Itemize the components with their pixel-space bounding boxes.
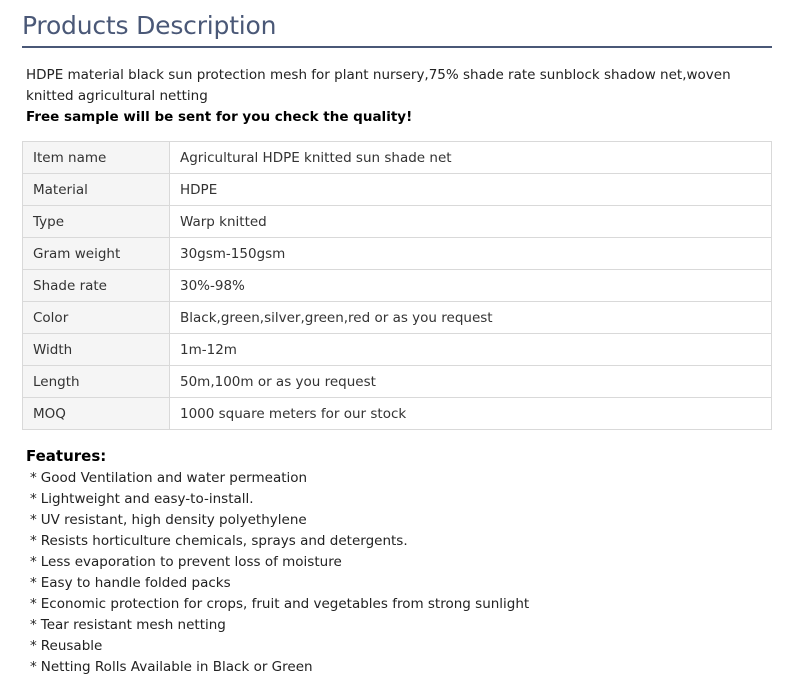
feature-text: Reusable	[40, 638, 103, 654]
table-row	[23, 142, 772, 174]
bullet-marker: *	[30, 638, 37, 654]
spec-label: Color	[23, 302, 170, 334]
feature-text: UV resistant, high density polyethylene	[40, 512, 307, 528]
spec-value: Warp knitted	[170, 206, 772, 238]
spec-label: Shade rate	[23, 270, 170, 302]
spec-label: Gram weight	[23, 238, 170, 270]
bullet-marker: *	[30, 470, 37, 486]
list-item	[30, 573, 529, 594]
feature-text: Less evaporation to prevent loss of moisture	[40, 554, 342, 570]
bullet-marker: *	[30, 596, 37, 612]
spec-value: HDPE	[170, 174, 772, 206]
spec-label: Item name	[23, 142, 170, 174]
list-item	[30, 657, 529, 678]
list-item	[30, 468, 529, 489]
table-row	[23, 302, 772, 334]
list-item	[30, 636, 529, 657]
table-row	[23, 270, 772, 302]
feature-text: Good Ventilation and water permeation	[40, 470, 308, 486]
bullet-marker: *	[30, 659, 37, 675]
spec-label: Length	[23, 366, 170, 398]
table-row	[23, 206, 772, 238]
spec-value: 1000 square meters for our stock	[170, 398, 772, 430]
feature-text: Lightweight and easy-to-install.	[40, 491, 254, 507]
bullet-marker: *	[30, 575, 37, 591]
feature-text: Easy to handle folded packs	[40, 575, 231, 591]
feature-text: Economic protection for crops, fruit and vegetables from strong sunlight	[40, 596, 530, 612]
page-title: Products Description	[22, 11, 277, 40]
spec-label: Width	[23, 334, 170, 366]
table-row	[23, 366, 772, 398]
spec-value: 1m-12m	[170, 334, 772, 366]
product-description: HDPE material black sun protection mesh for plant nursery,75% shade rate sunblock shadow net,woven knitted agricultural netting	[26, 67, 731, 104]
table-row	[23, 398, 772, 430]
feature-text: Resists horticulture chemicals, sprays and detergents.	[40, 533, 408, 549]
list-item	[30, 531, 529, 552]
product-intro	[26, 65, 776, 128]
spec-value: 30%-98%	[170, 270, 772, 302]
table-row	[23, 238, 772, 270]
bullet-marker: *	[30, 554, 37, 570]
spec-label: MOQ	[23, 398, 170, 430]
spec-label: Material	[23, 174, 170, 206]
features-list	[30, 468, 529, 678]
features-heading: Features:	[26, 447, 107, 465]
bullet-marker: *	[30, 533, 37, 549]
list-item	[30, 489, 529, 510]
spec-value: 50m,100m or as you request	[170, 366, 772, 398]
spec-value: Agricultural HDPE knitted sun shade net	[170, 142, 772, 174]
list-item	[30, 615, 529, 636]
bullet-marker: *	[30, 512, 37, 528]
list-item	[30, 594, 529, 615]
spec-value: 30gsm-150gsm	[170, 238, 772, 270]
table-row	[23, 334, 772, 366]
feature-text: Netting Rolls Available in Black or Green	[40, 659, 313, 675]
bullet-marker: *	[30, 617, 37, 633]
spec-table	[22, 141, 772, 430]
list-item	[30, 510, 529, 531]
table-row	[23, 174, 772, 206]
free-sample-note: Free sample will be sent for you check the quality!	[26, 109, 413, 125]
list-item	[30, 552, 529, 573]
bullet-marker: *	[30, 491, 37, 507]
spec-value: Black,green,silver,green,red or as you request	[170, 302, 772, 334]
spec-label: Type	[23, 206, 170, 238]
feature-text: Tear resistant mesh netting	[40, 617, 226, 633]
title-divider	[22, 46, 772, 48]
